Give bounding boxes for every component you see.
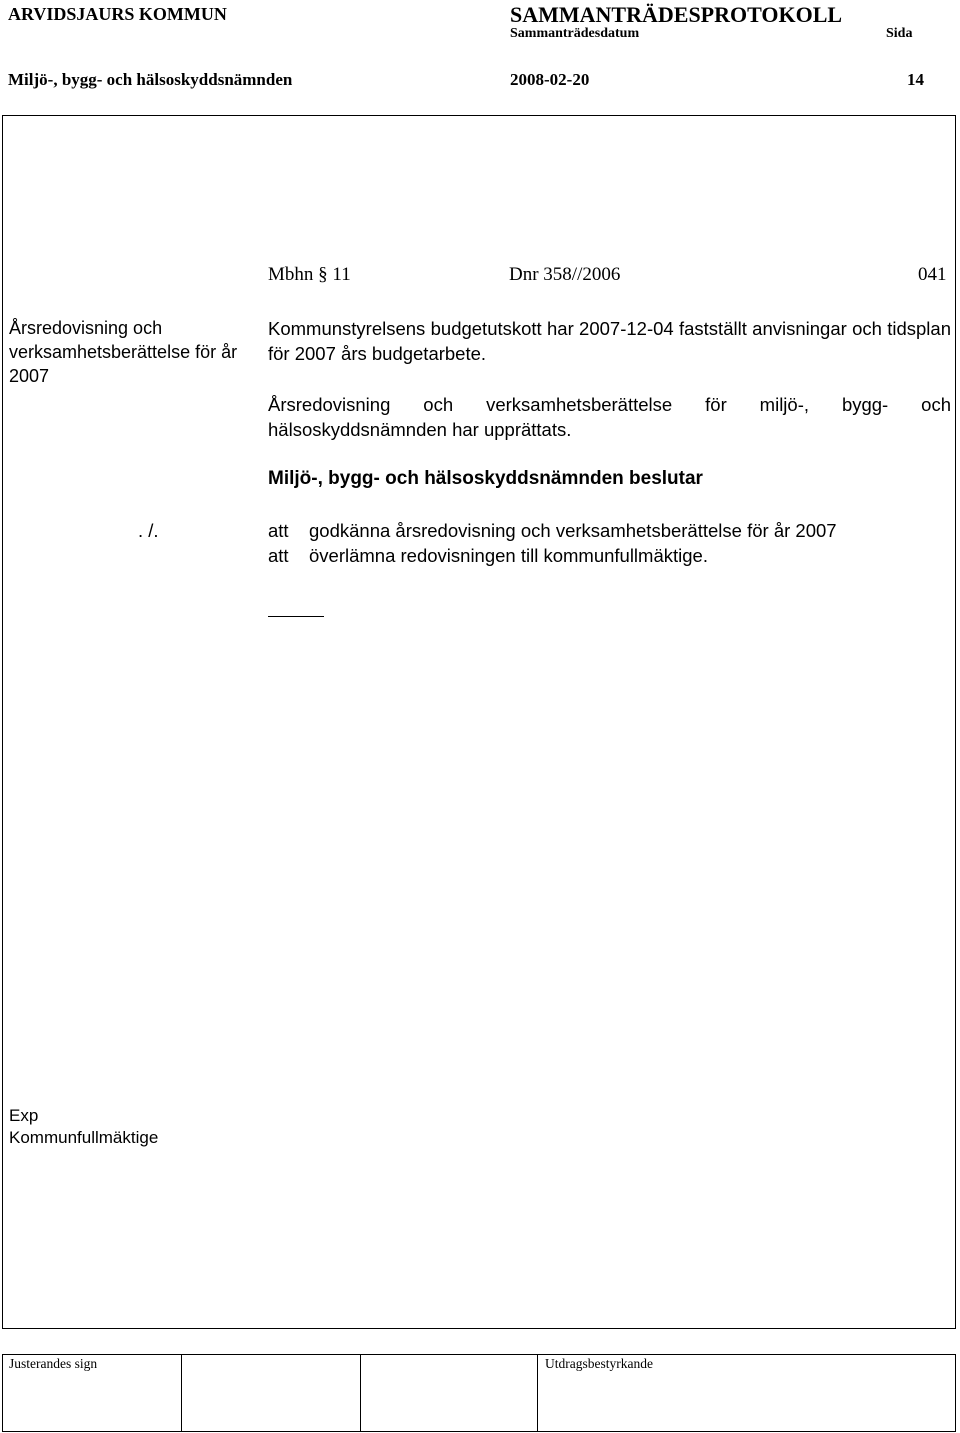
extract-certification-label: Utdragsbestyrkande xyxy=(545,1356,653,1371)
page-number: 14 xyxy=(907,70,924,89)
body-paragraph-1: Kommunstyrelsens budgetutskott har 2007-12-04 fastställt anvisningar och tidsplan för 2007 års budgetarbete. xyxy=(268,318,951,364)
footer-divider xyxy=(537,1355,538,1431)
decision-text: godkänna årsredovisning och verksamhetsberättelse för år 2007 xyxy=(309,520,837,541)
decision-heading: Miljö-, bygg- och hälsoskyddsnämnden beslutar xyxy=(268,468,703,489)
committee-name: Miljö-, bygg- och hälsoskyddsnämnden xyxy=(8,70,293,89)
document-type: SAMMANTRÄDESPROTOKOLL xyxy=(510,2,843,27)
case-code: 041 xyxy=(918,264,947,285)
decision-text: överlämna redovisningen till kommunfullmäktige. xyxy=(309,545,708,566)
footer-divider xyxy=(181,1355,182,1431)
footer-signature-table xyxy=(2,1354,956,1432)
case-registration-number: Dnr 358//2006 xyxy=(509,264,621,285)
decision-item xyxy=(268,545,708,567)
page-label: Sida xyxy=(886,26,913,41)
attachment-mark: . /. xyxy=(138,520,159,541)
side-title: Årsredovisning och verksamhetsberättelse för år 2007 xyxy=(9,318,238,386)
decision-item xyxy=(268,520,837,542)
dispatch-label: Exp xyxy=(9,1106,39,1125)
organization-name: ARVIDSJAURS KOMMUN xyxy=(8,4,227,24)
body-paragraph-2-line-1: Årsredovisning och verksamhetsberättelse för miljö-, bygg- och xyxy=(268,394,951,415)
decision-keyword: att xyxy=(268,545,289,566)
meeting-date-label: Sammanträdesdatum xyxy=(510,26,640,41)
dispatch-recipient: Kommunfullmäktige xyxy=(9,1128,159,1147)
end-rule xyxy=(268,616,324,617)
meeting-date: 2008-02-20 xyxy=(510,70,590,89)
decision-keyword: att xyxy=(268,520,289,541)
case-paragraph: Mbhn § 11 xyxy=(268,264,351,285)
body-paragraph-2 xyxy=(268,392,951,442)
body-paragraph-2-line-2: hälsoskyddsnämnden har upprättats. xyxy=(268,419,572,440)
footer-divider xyxy=(360,1355,361,1431)
signature-label: Justerandes sign xyxy=(9,1356,98,1371)
